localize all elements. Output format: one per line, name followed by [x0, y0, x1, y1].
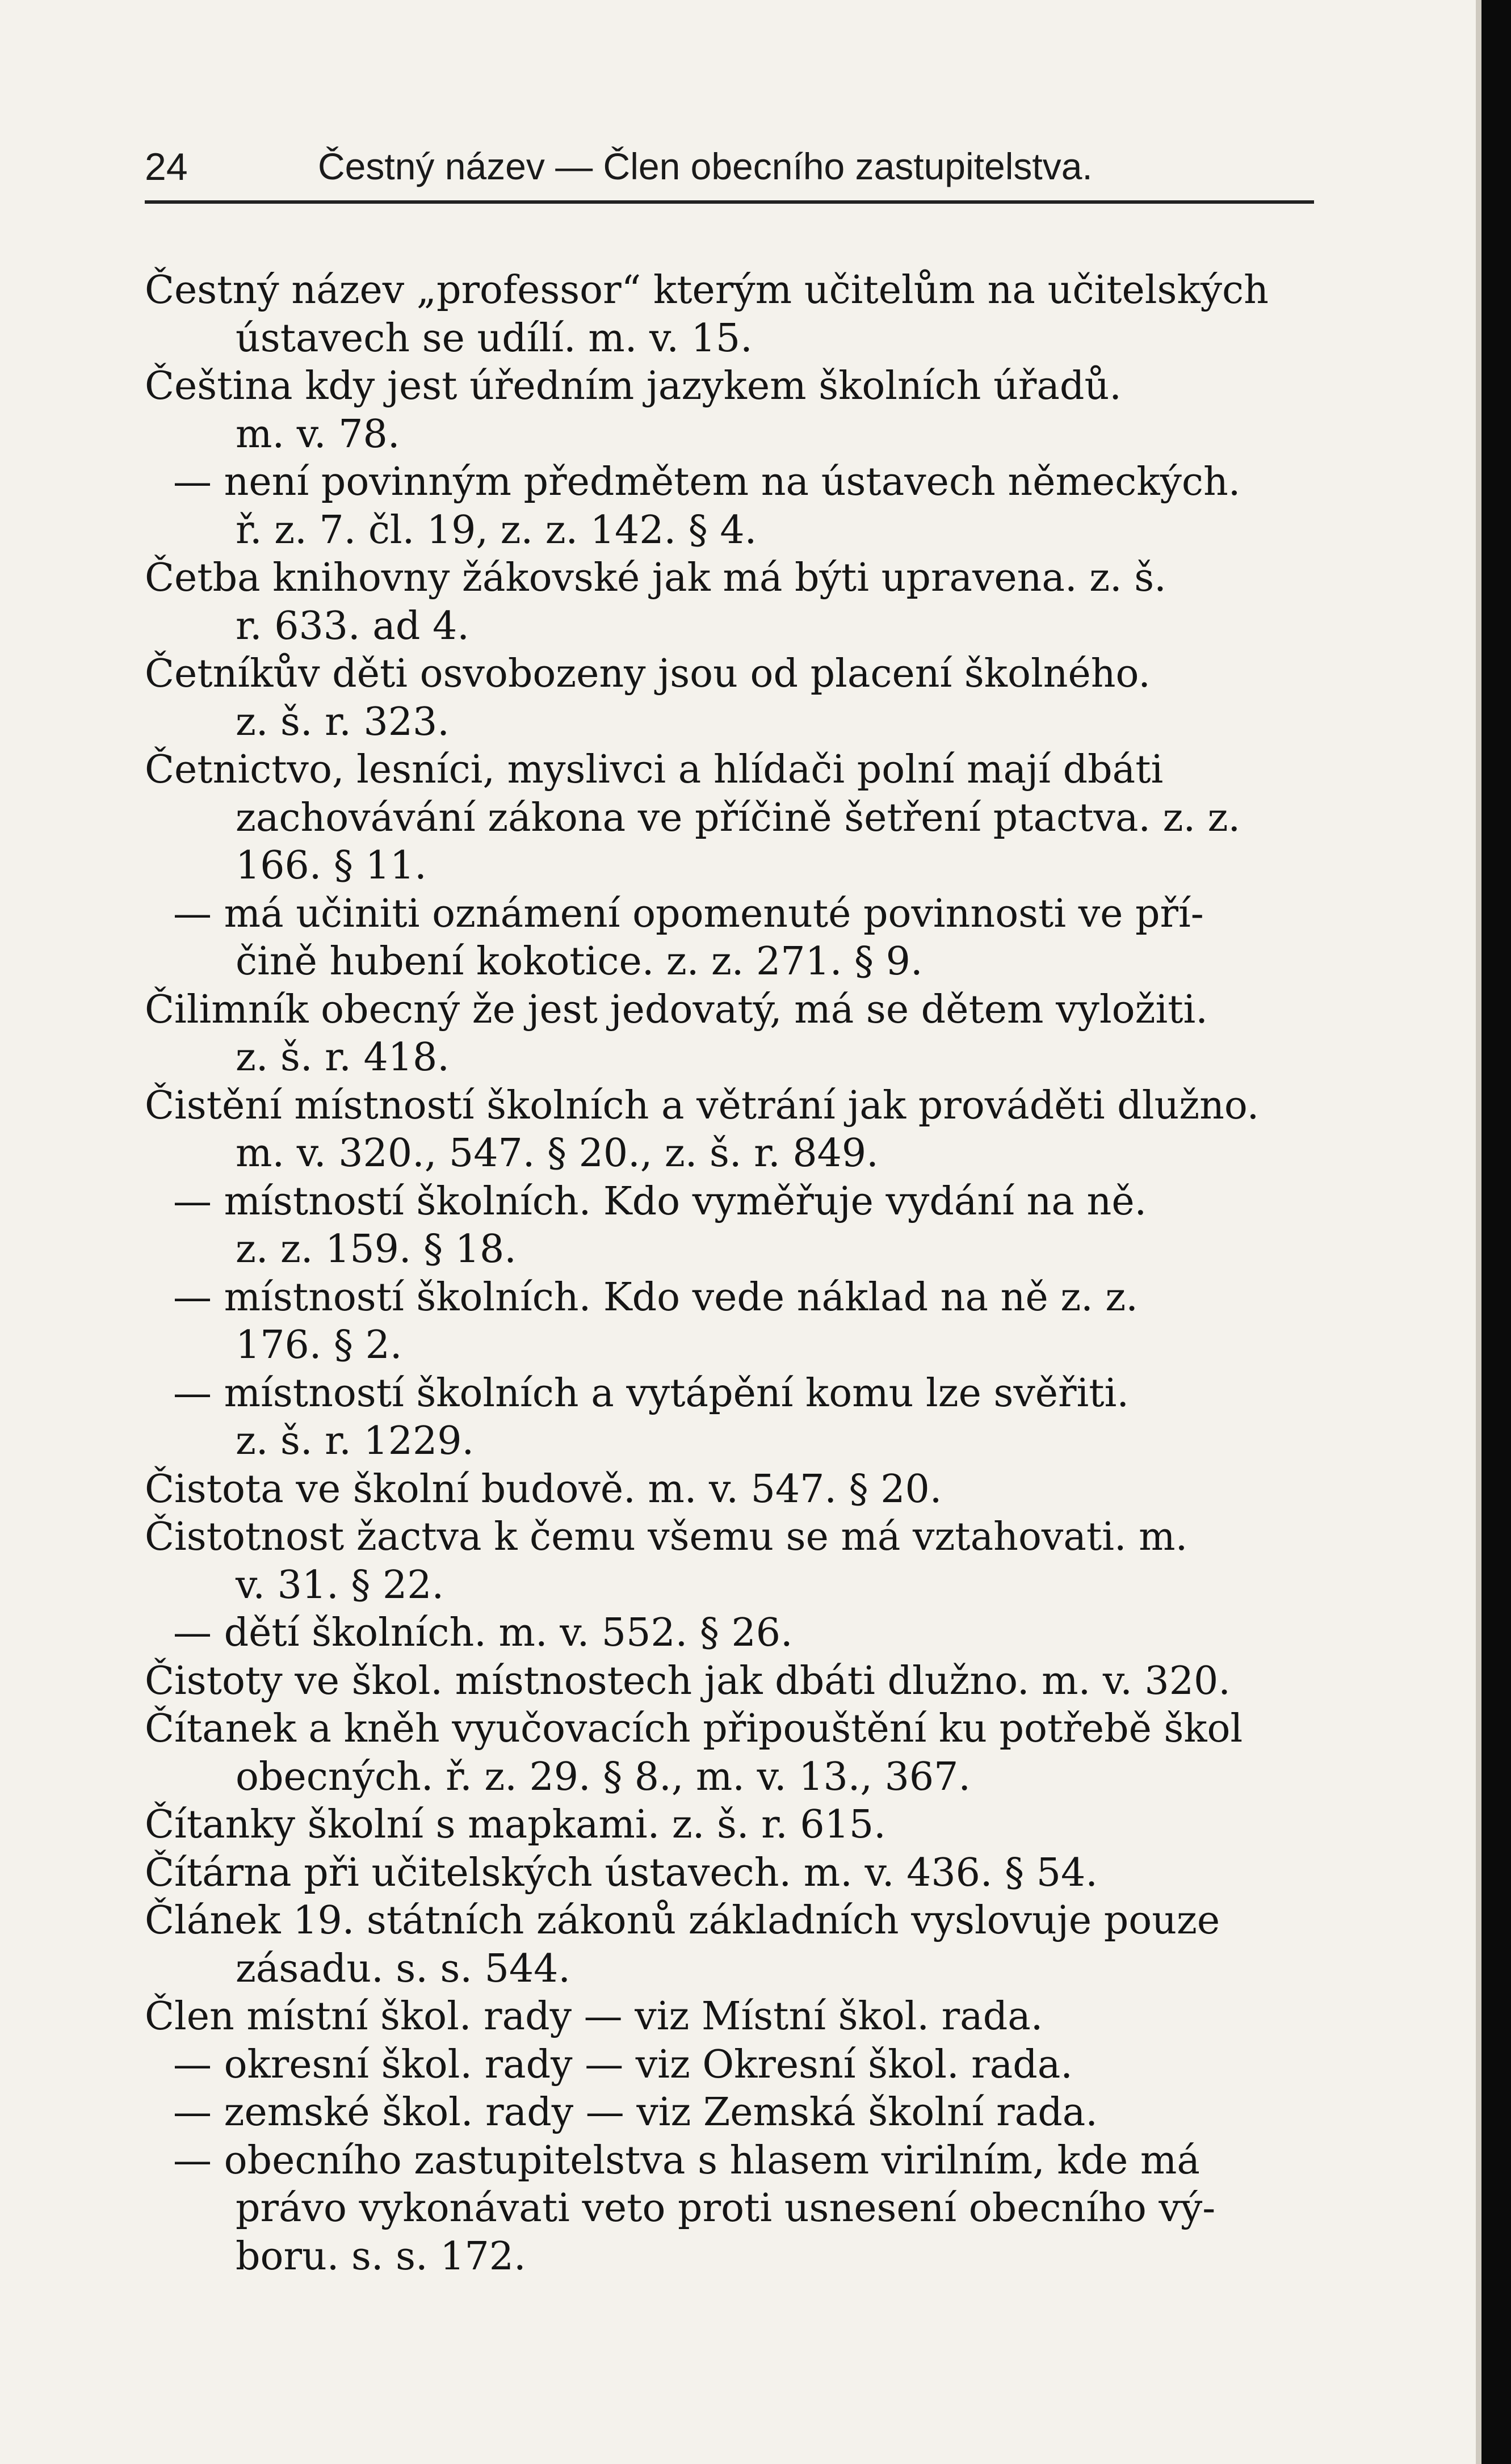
entry-continuation-line: obecných. ř. z. 29. § 8., m. v. 13., 367.	[236, 1754, 971, 1799]
entry-line: Čilimník obecný že jest jedovatý, má se dětem vyložiti.	[145, 987, 1208, 1032]
index-entry	[145, 1897, 1334, 1993]
entry-line: Čítanek a kněh vyučovacích připouštění ku potřebě škol	[145, 1706, 1243, 1751]
entry-continuation-line: zachovávání zákona ve příčině šetření ptactva. z. z.	[236, 795, 1241, 840]
index-entries	[145, 267, 1334, 2281]
entry-line: — zemské škol. rady — viz Zemská školní rada.	[173, 2090, 1098, 2135]
entry-continuation-line: boru. s. s. 172.	[236, 2234, 526, 2279]
index-subentry	[145, 1178, 1334, 1274]
index-subentry	[145, 1274, 1334, 1370]
header-rule	[145, 200, 1314, 204]
entry-continuation-line: ř. z. 7. čl. 19, z. z. 142. § 4.	[236, 507, 757, 553]
entry-line: — místností školních. Kdo vyměřuje vydání na ně.	[173, 1179, 1147, 1224]
running-title: Čestný název — Člen obecního zastupitelstva.	[318, 145, 1093, 187]
entry-continuation-line: m. v. 320., 547. § 20., z. š. r. 849.	[236, 1131, 879, 1176]
entry-line: Četba knihovny žákovské jak má býti upravena. z. š.	[145, 556, 1166, 600]
index-entry	[145, 1993, 1334, 2041]
entry-line: Četnictvo, lesníci, myslivci a hlídači polní mají dbáti	[145, 747, 1164, 792]
entry-line: Čítárna při učitelských ústavech. m. v. 436. § 54.	[145, 1850, 1098, 1895]
index-entry	[145, 1658, 1334, 1706]
entry-line: Čistota ve školní budově. m. v. 547. § 20.	[145, 1466, 942, 1512]
entry-continuation-line: r. 633. ad 4.	[236, 603, 469, 649]
entry-continuation-line: m. v. 78.	[236, 411, 400, 457]
entry-line: Čistotnost žactva k čemu všemu se má vztahovati. m.	[145, 1515, 1188, 1559]
index-entry	[145, 650, 1334, 746]
index-subentry	[145, 2137, 1334, 2281]
index-entry	[145, 1513, 1334, 1609]
entry-line: Čistoty ve škol. místnostech jak dbáti dlužno. m. v. 320.	[145, 1658, 1231, 1704]
index-entry	[145, 1801, 1334, 1849]
index-subentry	[145, 2041, 1334, 2089]
entry-line: Čítanky školní s mapkami. z. š. r. 615.	[145, 1802, 886, 1847]
entry-line: — má učiniti oznámení opomenuté povinnosti ve pří-	[173, 891, 1204, 936]
scan-border	[1481, 0, 1511, 2464]
entry-continuation-line: zásadu. s. s. 544.	[236, 1946, 571, 1991]
entry-continuation-line: 166. § 11.	[236, 843, 427, 888]
index-entry	[145, 746, 1334, 890]
entry-continuation-line: z. š. r. 323.	[236, 699, 450, 745]
index-entry	[145, 554, 1334, 650]
entry-line: — obecního zastupitelstva s hlasem virilním, kde má	[173, 2138, 1200, 2183]
index-entry	[145, 267, 1334, 363]
entry-line: — místností školních. Kdo vede náklad na ně z. z.	[173, 1275, 1138, 1320]
entry-line: — není povinným předmětem na ústavech německých.	[173, 460, 1241, 504]
entry-continuation-line: z. š. r. 1229.	[236, 1419, 475, 1464]
index-subentry	[145, 2089, 1334, 2137]
entry-continuation-line: 176. § 2.	[236, 1323, 402, 1368]
index-entry	[145, 986, 1334, 1082]
entry-continuation-line: ústavech se udílí. m. v. 15.	[236, 316, 753, 361]
entry-line: Čestný název „professor“ kterým učitelům na učitelských	[145, 268, 1269, 313]
entry-continuation-line: čině hubení kokotice. z. z. 271. § 9.	[236, 939, 923, 984]
index-entry	[145, 363, 1334, 459]
index-entry	[145, 1466, 1334, 1514]
entry-continuation-line: z. z. 159. § 18.	[236, 1227, 517, 1272]
entry-line: — okresní škol. rady — viz Okresní škol. rada.	[173, 2042, 1073, 2087]
index-subentry	[145, 890, 1334, 986]
index-subentry	[145, 1370, 1334, 1466]
index-subentry	[145, 459, 1334, 554]
entry-line: — místností školních a vytápění komu lze svěřiti.	[173, 1370, 1129, 1416]
entry-line: Článek 19. státních zákonů základních vyslovuje pouze	[145, 1898, 1220, 1943]
index-entry	[145, 1082, 1334, 1178]
entry-continuation-line: v. 31. § 22.	[236, 1562, 444, 1608]
entry-line: Čistění místností školních a větrání jak prováděti dlužno.	[145, 1083, 1260, 1128]
entry-line: Četníkův děti osvobozeny jsou od placení školného.	[145, 651, 1151, 696]
entry-continuation-line: z. š. r. 418.	[236, 1035, 450, 1080]
entry-line: Čeština kdy jest úředním jazykem školních úřadů.	[145, 364, 1122, 409]
page-edge	[1476, 0, 1481, 2464]
index-subentry	[145, 1609, 1334, 1658]
entry-line: Člen místní škol. rady — viz Místní škol. rada.	[145, 1994, 1043, 2039]
entry-continuation-line: právo vykonávati veto proti usnesení obecního vý-	[236, 2186, 1216, 2231]
entry-line: — dětí školních. m. v. 552. § 26.	[173, 1611, 793, 1655]
index-entry	[145, 1849, 1334, 1898]
page-number: 24	[145, 145, 188, 188]
index-entry	[145, 1705, 1334, 1801]
